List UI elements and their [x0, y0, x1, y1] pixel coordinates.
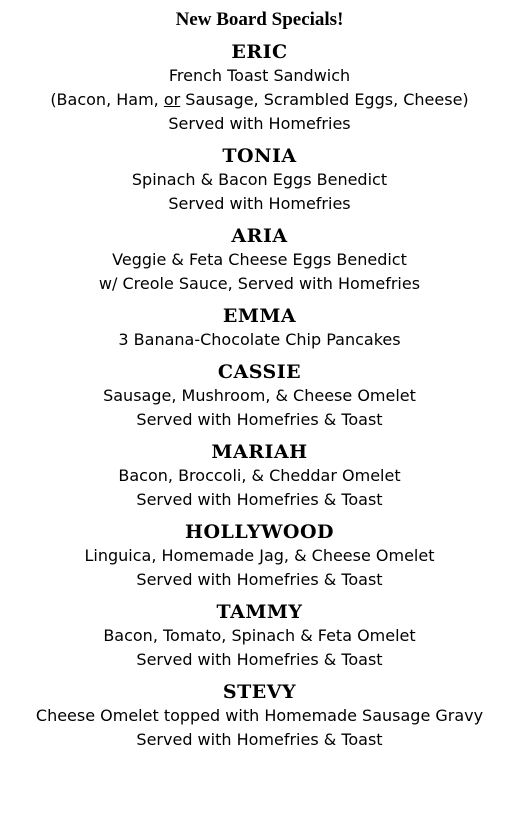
- special-stevy: [0, 680, 519, 752]
- special-options-text: Sausage, Scrambled Eggs, Cheese): [180, 90, 469, 109]
- special-description: Cheese Omelet topped with Homemade Sausage Gravy: [35, 706, 484, 725]
- special-side: w/ Creole Sauce, Served with Homefries: [98, 274, 421, 293]
- special-name: HOLLYWOOD: [185, 521, 334, 543]
- special-aria: [0, 224, 519, 296]
- special-name: EMMA: [222, 305, 297, 327]
- special-description: Sausage, Mushroom, & Cheese Omelet: [103, 386, 416, 405]
- special-description: Bacon, Broccoli, & Cheddar Omelet: [118, 466, 401, 485]
- special-name: ARIA: [231, 225, 288, 247]
- special-tonia: [0, 144, 519, 216]
- special-side: Served with Homefries: [168, 114, 351, 133]
- special-hollywood: [0, 520, 519, 592]
- special-cassie: [0, 360, 519, 432]
- special-name: TONIA: [222, 145, 297, 167]
- special-name: STEVY: [222, 681, 297, 703]
- special-name: ERIC: [231, 41, 288, 63]
- special-description: Spinach & Bacon Eggs Benedict: [131, 170, 388, 189]
- special-options-underlined: or: [163, 90, 181, 109]
- special-side: Served with Homefries & Toast: [136, 570, 383, 589]
- special-side: Served with Homefries & Toast: [136, 650, 383, 669]
- special-eric: [0, 40, 519, 136]
- special-side: Served with Homefries: [168, 194, 351, 213]
- special-options: [0, 88, 519, 112]
- special-emma: [0, 304, 519, 352]
- special-description: Bacon, Tomato, Spinach & Feta Omelet: [103, 626, 416, 645]
- special-description: Linguica, Homemade Jag, & Cheese Omelet: [84, 546, 435, 565]
- special-description: 3 Banana-Chocolate Chip Pancakes: [118, 330, 401, 349]
- special-name: CASSIE: [217, 361, 302, 383]
- special-side: Served with Homefries & Toast: [136, 490, 383, 509]
- special-description: French Toast Sandwich: [168, 66, 351, 85]
- special-description: Veggie & Feta Cheese Eggs Benedict: [112, 250, 407, 269]
- special-name: MARIAH: [211, 441, 308, 463]
- special-side: Served with Homefries & Toast: [136, 410, 383, 429]
- page-title: New Board Specials!: [175, 9, 344, 30]
- special-mariah: [0, 440, 519, 512]
- special-side: Served with Homefries & Toast: [136, 730, 383, 749]
- special-options-text: (Bacon, Ham,: [50, 90, 164, 109]
- special-name: TAMMY: [216, 601, 303, 623]
- special-tammy: [0, 600, 519, 672]
